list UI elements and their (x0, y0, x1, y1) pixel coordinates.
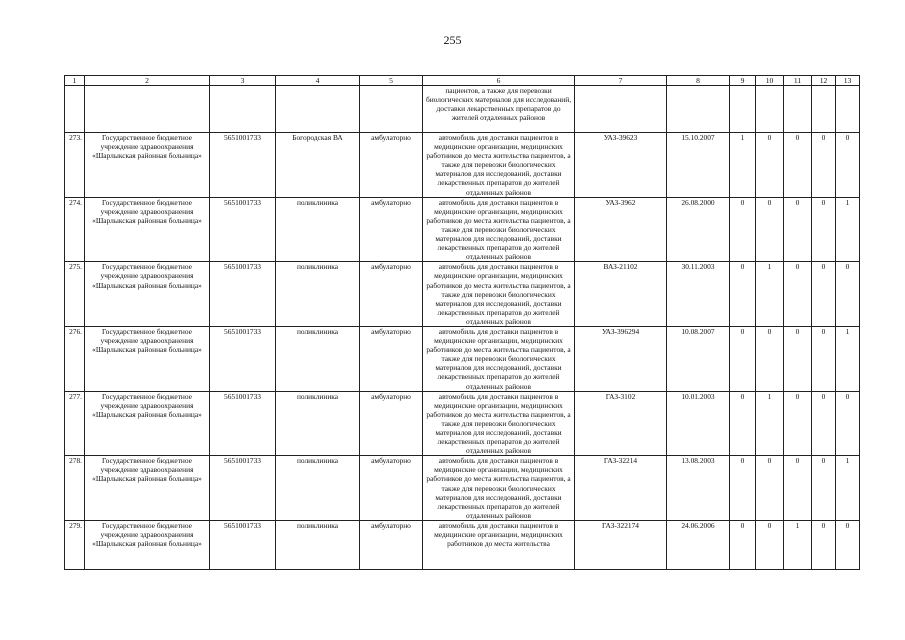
purpose-cell: автомобиль для доставки пациентов в медицинские организации, медицинских работников до места жительства пациентов, а также для перевозки биологических материалов для исследований, доставки лекарственных препаратов до жителей отдаленных районов (423, 326, 575, 391)
column-header: 5 (360, 76, 423, 86)
inn-cell: 5651001733 (210, 326, 276, 391)
date-cell: 30.11.2003 (667, 262, 730, 327)
row-number-cell: 273. (65, 133, 85, 198)
organization-name-cell: Государственное бюджетное учреждение здравоохранения «Шарлыкская районная больница» (85, 262, 210, 327)
column-header: 4 (276, 76, 360, 86)
col10-value-cell: 0 (756, 326, 784, 391)
column-header: 2 (85, 76, 210, 86)
row-number-cell: 274. (65, 197, 85, 262)
care-mode-cell: амбулаторно (360, 391, 423, 456)
date-cell: 24.06.2006 (667, 520, 730, 569)
vehicle-model-cell: ГАЗ-3102 (575, 391, 667, 456)
col10-value-cell: 0 (756, 520, 784, 569)
col13-value-cell: 0 (836, 520, 860, 569)
row-number-cell: 277. (65, 391, 85, 456)
column-header: 11 (784, 76, 812, 86)
column-header: 8 (667, 76, 730, 86)
date-cell: 13.08.2003 (667, 456, 730, 521)
care-mode-cell: амбулаторно (360, 326, 423, 391)
purpose-cell: автомобиль для доставки пациентов в медицинские организации, медицинских работников до места жительства пациентов, а также для перевозки биологических материалов для исследований, доставки лекарственных препаратов до жителей отдаленных районов (423, 262, 575, 327)
col10-value-cell: 0 (756, 456, 784, 521)
column-header: 6 (423, 76, 575, 86)
row-number-cell: 279. (65, 520, 85, 569)
col9-value-cell: 0 (730, 262, 756, 327)
column-header: 3 (210, 76, 276, 86)
col12-value-cell: 0 (812, 391, 836, 456)
organization-name-cell: Государственное бюджетное учреждение здравоохранения «Шарлыкская районная больница» (85, 520, 210, 569)
row-number-cell: 275. (65, 262, 85, 327)
purpose-cell: автомобиль для доставки пациентов в медицинские организации, медицинских работников до места жительства пациентов, а также для перевозки биологических материалов для исследований, доставки лекарственных препаратов до жителей отдаленных районов (423, 197, 575, 262)
care-mode-cell: амбулаторно (360, 197, 423, 262)
table-row (65, 456, 860, 521)
col9-value-cell: 0 (730, 391, 756, 456)
col9-value-cell: 1 (730, 133, 756, 198)
inn-cell: 5651001733 (210, 391, 276, 456)
purpose-cell: автомобиль для доставки пациентов в медицинские организации, медицинских работников до места жительства (423, 520, 575, 569)
column-header: 1 (65, 76, 85, 86)
col12-value-cell: 0 (812, 197, 836, 262)
col9-value-cell: 0 (730, 456, 756, 521)
unit-cell: поликлиника (276, 326, 360, 391)
unit-cell: поликлиника (276, 520, 360, 569)
column-header: 13 (836, 76, 860, 86)
col13-value-cell: 0 (836, 133, 860, 198)
col10-value-cell: 1 (756, 391, 784, 456)
inn-cell: 5651001733 (210, 197, 276, 262)
column-number-header-row (65, 76, 860, 86)
row-number-cell: 276. (65, 326, 85, 391)
purpose-cell: пациентов, а также для перевозки биологических материалов для исследований, доставки лекарственных препаратов до жителей отдаленных районов (423, 86, 575, 133)
care-mode-cell: амбулаторно (360, 133, 423, 198)
col10-value-cell: 1 (756, 262, 784, 327)
col13-value-cell: 1 (836, 456, 860, 521)
col11-value-cell: 0 (784, 262, 812, 327)
date-cell: 10.01.2003 (667, 391, 730, 456)
date-cell: 10.08.2007 (667, 326, 730, 391)
organization-name-cell: Государственное бюджетное учреждение здравоохранения «Шарлыкская районная больница» (85, 456, 210, 521)
vehicle-model-cell: УАЗ-3962 (575, 197, 667, 262)
col12-value-cell: 0 (812, 133, 836, 198)
vehicle-model-cell: ГАЗ-322174 (575, 520, 667, 569)
date-cell: 26.08.2000 (667, 197, 730, 262)
table-row (65, 391, 860, 456)
col13-value-cell: 0 (836, 262, 860, 327)
column-header: 10 (756, 76, 784, 86)
col11-value-cell: 0 (784, 456, 812, 521)
purpose-cell: автомобиль для доставки пациентов в медицинские организации, медицинских работников до места жительства пациентов, а также для перевозки биологических материалов для исследований, доставки лекарственных препаратов до жителей отдаленных районов (423, 391, 575, 456)
col12-value-cell: 0 (812, 262, 836, 327)
table-row (65, 197, 860, 262)
col13-value-cell: 0 (836, 391, 860, 456)
col12-value-cell: 0 (812, 326, 836, 391)
table-row (65, 262, 860, 327)
col13-value-cell: 1 (836, 197, 860, 262)
col10-value-cell: 0 (756, 133, 784, 198)
col10-value-cell: 0 (756, 197, 784, 262)
organization-name-cell: Государственное бюджетное учреждение здравоохранения «Шарлыкская районная больница» (85, 133, 210, 198)
col9-value-cell: 0 (730, 326, 756, 391)
inn-cell: 5651001733 (210, 456, 276, 521)
care-mode-cell: амбулаторно (360, 456, 423, 521)
col11-value-cell: 0 (784, 197, 812, 262)
vehicle-model-cell: УАЗ-396294 (575, 326, 667, 391)
page-number: 255 (443, 33, 462, 47)
table-row (65, 520, 860, 569)
care-mode-cell: амбулаторно (360, 262, 423, 327)
organization-name-cell: Государственное бюджетное учреждение здравоохранения «Шарлыкская районная больница» (85, 197, 210, 262)
col11-value-cell: 0 (784, 133, 812, 198)
column-header: 12 (812, 76, 836, 86)
continuation-row (65, 86, 860, 133)
col13-value-cell: 1 (836, 326, 860, 391)
unit-cell: поликлиника (276, 391, 360, 456)
inn-cell: 5651001733 (210, 520, 276, 569)
col11-value-cell: 0 (784, 326, 812, 391)
inn-cell: 5651001733 (210, 133, 276, 198)
organization-name-cell: Государственное бюджетное учреждение здравоохранения «Шарлыкская районная больница» (85, 391, 210, 456)
table-row (65, 133, 860, 198)
column-header: 7 (575, 76, 667, 86)
unit-cell: поликлиника (276, 456, 360, 521)
col11-value-cell: 0 (784, 391, 812, 456)
table-row (65, 326, 860, 391)
col12-value-cell: 0 (812, 520, 836, 569)
date-cell: 15.10.2007 (667, 133, 730, 198)
inn-cell: 5651001733 (210, 262, 276, 327)
purpose-cell: автомобиль для доставки пациентов в медицинские организации, медицинских работников до места жительства пациентов, а также для перевозки биологических материалов для исследований, доставки лекарственных препаратов до жителей отдаленных районов (423, 456, 575, 521)
col11-value-cell: 1 (784, 520, 812, 569)
vehicle-model-cell: ГАЗ-32214 (575, 456, 667, 521)
unit-cell: поликлиника (276, 262, 360, 327)
unit-cell: поликлиника (276, 197, 360, 262)
row-number-cell: 278. (65, 456, 85, 521)
col9-value-cell: 0 (730, 520, 756, 569)
vehicle-model-cell: УАЗ-39623 (575, 133, 667, 198)
col12-value-cell: 0 (812, 456, 836, 521)
organization-name-cell: Государственное бюджетное учреждение здравоохранения «Шарлыкская районная больница» (85, 326, 210, 391)
column-header: 9 (730, 76, 756, 86)
care-mode-cell: амбулаторно (360, 520, 423, 569)
purpose-cell: автомобиль для доставки пациентов в медицинские организации, медицинских работников до места жительства пациентов, а также для перевозки биологических материалов для исследований, доставки лекарственных препаратов до жителей отдаленных районов (423, 133, 575, 198)
vehicle-registry-table (64, 75, 860, 570)
vehicle-model-cell: ВАЗ-21102 (575, 262, 667, 327)
unit-cell: Богородская ВА (276, 133, 360, 198)
col9-value-cell: 0 (730, 197, 756, 262)
